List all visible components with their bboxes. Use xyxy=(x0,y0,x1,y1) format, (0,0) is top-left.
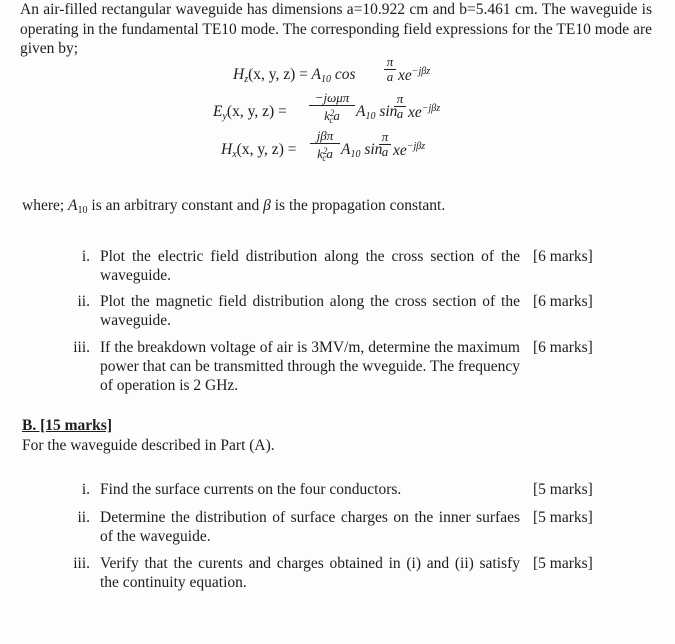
item-text: Verify that the curents and charges obtained in (i) and (ii) satisfy the continuity equation. xyxy=(100,555,520,591)
section-b-subtitle: For the waveguide described in Part (A). xyxy=(22,437,275,454)
item-number: iii. xyxy=(73,555,90,572)
item-text: If the breakdown voltage of air is 3MV/m, determine the maximum power that can be transmitted through the wveguide. The frequency of operation is 2 GHz. xyxy=(100,339,520,394)
item-marks: [5 marks] xyxy=(533,509,593,526)
item-marks: [5 marks] xyxy=(533,481,593,498)
item-number: iii. xyxy=(73,339,90,356)
item-marks: [6 marks] xyxy=(533,248,593,265)
eq-hz-fraction: π a xyxy=(384,55,396,84)
item-text: Plot the magnetic field distribution along the cross section of the waveguide. xyxy=(100,293,520,329)
item-marks: [6 marks] xyxy=(533,293,593,310)
item-marks: [5 marks] xyxy=(533,555,593,572)
item-text: Determine the distribution of surface charges on the inner surfaes of the waveguide. xyxy=(100,509,520,545)
eq-ey-fraction: π a xyxy=(394,92,406,121)
where-line: where; $A_{10}$ is an arbitrary constant and β is the propagation constant. xyxy=(22,197,446,216)
eq-hx-fraction: π a xyxy=(379,130,391,159)
eq-hz-lhs: H xyxy=(233,66,245,83)
item-number: ii. xyxy=(77,293,90,310)
intro-paragraph: An air-filled rectangular waveguide has dimensions a=10.922 cm and b=5.461 cm. The waveguide is operating in the fundamental TE10 mode. The corresponding field expressions for the TE10 mode are given by; xyxy=(20,1,652,57)
item-number: i. xyxy=(81,481,90,498)
eq-hx-lhs: H xyxy=(221,141,233,158)
eq-ey-lhs: E xyxy=(213,103,223,120)
item-text: Plot the electric field distribution along the cross section of the waveguide. xyxy=(100,248,520,284)
eq-ey-coefficient: −jωμπ $k^2_ca$ xyxy=(309,91,355,127)
item-number: ii. xyxy=(77,509,90,526)
item-text: Find the surface currents on the four conductors. xyxy=(100,481,402,498)
section-b-title: B. [15 marks] xyxy=(22,417,112,434)
item-marks: [6 marks] xyxy=(533,339,593,356)
item-number: i. xyxy=(81,248,90,265)
eq-hx-coefficient: jβπ $k^2_ca$ xyxy=(310,129,340,165)
